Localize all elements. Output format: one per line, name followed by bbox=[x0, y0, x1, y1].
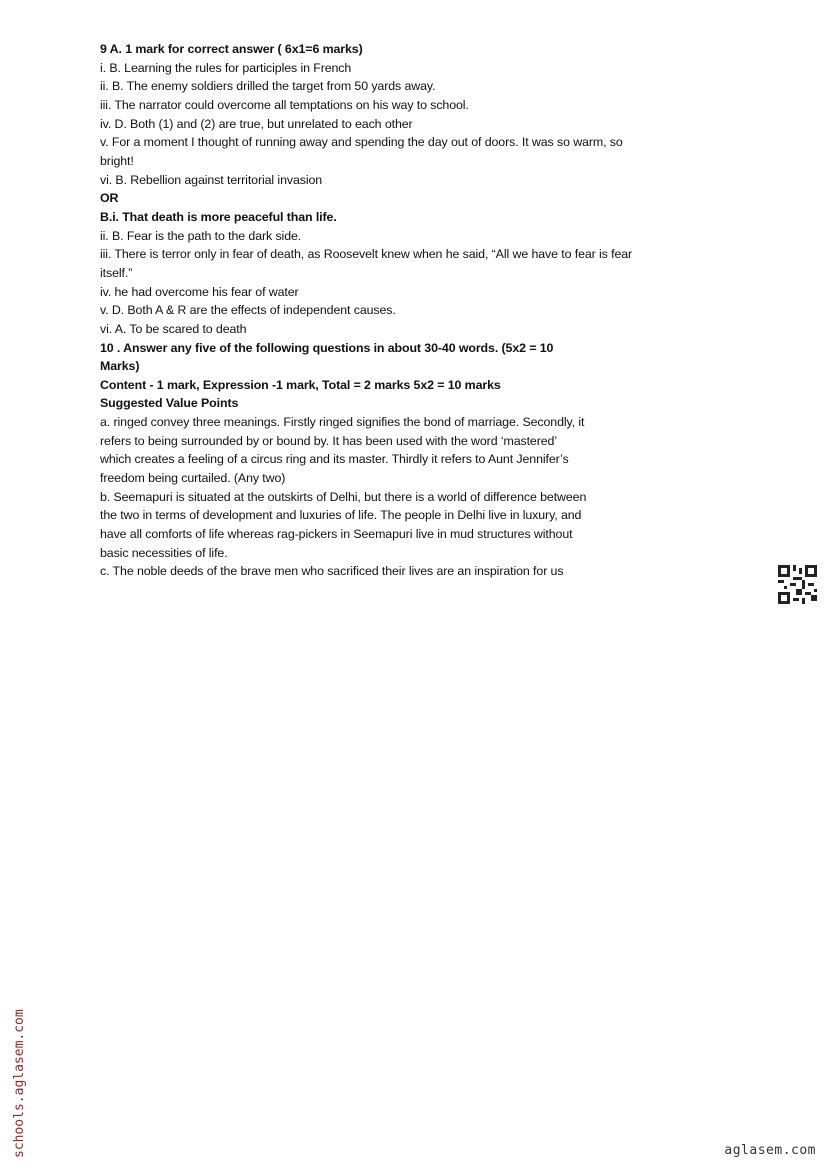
text-line: B.i. That death is more peaceful than life. bbox=[100, 209, 337, 224]
answer-key-text bbox=[100, 40, 720, 581]
text-line: vi. B. Rebellion against territorial invasion bbox=[100, 172, 323, 187]
text-line: v. D. Both A & R are the effects of independent causes. bbox=[100, 303, 396, 318]
text-line: 10 . Answer any five of the following questions in about 30-40 words. (5x2 = 10 bbox=[100, 340, 554, 355]
text-line: iii. The narrator could overcome all temptations on his way to school. bbox=[100, 97, 469, 112]
text-line: v. For a moment I thought of running away and spending the day out of doors. It was so warm, so bbox=[100, 135, 623, 150]
text-line: iii. There is terror only in fear of death, as Roosevelt knew when he said, “All we have to fear is fear bbox=[100, 247, 633, 262]
text-line: OR bbox=[100, 191, 119, 206]
text-line: have all comforts of life whereas rag-pickers in Seemapuri live in mud structures without bbox=[100, 527, 573, 542]
text-line: a. ringed convey three meanings. Firstly ringed signifies the bond of marriage. Secondly, it bbox=[100, 415, 585, 430]
text-line: 9 A. 1 mark for correct answer ( 6x1=6 marks) bbox=[100, 42, 363, 56]
text-line: c. The noble deeds of the brave men who sacrificed their lives are an inspiration for us bbox=[100, 564, 564, 579]
text-line: iv. he had overcome his fear of water bbox=[100, 284, 299, 299]
footer-watermark: aglasem.com bbox=[724, 1143, 816, 1158]
text-line: Suggested Value Points bbox=[100, 396, 239, 411]
text-line: i. B. Learning the rules for participles in French bbox=[100, 60, 352, 75]
text-line: bright! bbox=[100, 153, 134, 168]
text-line: freedom being curtailed. (Any two) bbox=[100, 471, 286, 486]
text-line: ii. B. The enemy soldiers drilled the target from 50 yards away. bbox=[100, 79, 436, 94]
text-line: the two in terms of development and luxuries of life. The people in Delhi live in luxury, and bbox=[100, 508, 582, 523]
text-line: iv. D. Both (1) and (2) are true, but unrelated to each other bbox=[100, 116, 413, 131]
side-watermark: schools.aglasem.com bbox=[12, 1009, 27, 1158]
text-line: itself.” bbox=[100, 265, 133, 280]
text-line: Marks) bbox=[100, 359, 140, 374]
text-line: ii. B. Fear is the path to the dark side. bbox=[100, 228, 302, 243]
text-line: b. Seemapuri is situated at the outskirts of Delhi, but there is a world of difference between bbox=[100, 489, 587, 504]
qr-code-icon bbox=[778, 565, 817, 604]
text-line: which creates a feeling of a circus ring and its master. Thirdly it refers to Aunt Jennifer’s bbox=[100, 452, 569, 467]
text-line: vi. A. To be scared to death bbox=[100, 321, 247, 336]
text-line: basic necessities of life. bbox=[100, 545, 228, 560]
text-line: refers to being surrounded by or bound by. It has been used with the word ‘mastered’ bbox=[100, 433, 557, 448]
text-line: Content - 1 mark, Expression -1 mark, Total = 2 marks 5x2 = 10 marks bbox=[100, 377, 501, 392]
